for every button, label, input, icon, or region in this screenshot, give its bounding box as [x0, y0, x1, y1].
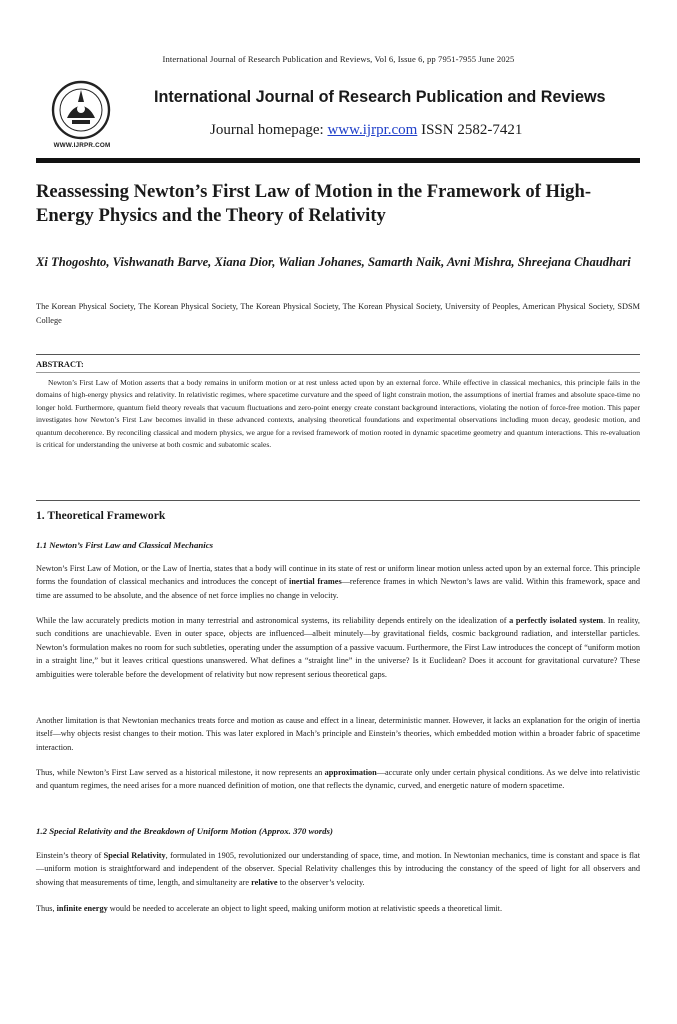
issn-text: ISSN 2582-7421 — [417, 122, 523, 138]
journal-homepage-line — [210, 122, 522, 139]
journal-name: International Journal of Research Publication and Reviews — [154, 88, 606, 106]
section-heading-theoretical-framework: 1. Theoretical Framework — [36, 509, 166, 522]
paragraph-1-1-d: Thus, while Newton’s First Law served as a historical milestone, it now represents an approximation—accurate only under certain physical conditions. As we delve into relativistic and quantum regimes, the need arises for a more nuanced definition of motion, one that reflects the dynamic, curved, and energetic nature of modern spacetime. — [36, 768, 641, 791]
subsection-heading-1-1: 1.1 Newton’s First Law and Classical Mechanics — [36, 540, 214, 550]
abstract-top-rule — [36, 354, 640, 355]
paragraph-1-2-b: Thus, infinite energy would be needed to accelerate an object to light speed, making uniform motion at relativistic speeds a theoretical limit. — [36, 904, 503, 913]
bold-term: Special Relativity — [103, 851, 166, 860]
subsection-heading-1-2: 1.2 Special Relativity and the Breakdown of Uniform Motion (Approx. 370 words) — [36, 826, 333, 836]
homepage-label: Journal homepage: — [210, 122, 328, 138]
author-list: Xi Thogoshto, Vishwanath Barve, Xiana Dior, Walian Johanes, Samarth Naik, Avni Mishra, Shreejana Chaudhari — [36, 255, 631, 269]
journal-masthead — [36, 74, 640, 156]
bold-term: a perfectly isolated system — [509, 616, 604, 625]
homepage-link[interactable]: www.ijrpr.com — [327, 122, 418, 138]
journal-logo-icon — [50, 80, 112, 140]
bold-term: relative — [251, 877, 278, 887]
bold-term: inertial frames — [289, 577, 342, 587]
abstract-heading-rule — [36, 372, 640, 373]
paragraph-1-1-a: Newton’s First Law of Motion, or the Law of Inertia, states that a body will continue in its state of rest or uniform linear motion unless acted upon by an external force. This principle forms the foundation of classical mechanics and introduces the concept of inertial frames—reference frames in which Newton’s laws are valid. Within this framework, space and time are assumed to be absolute, and the absence of net force implies no change in velocity. — [36, 564, 640, 600]
journal-logo — [36, 78, 128, 156]
masthead-rule — [36, 158, 640, 163]
running-head: International Journal of Research Publication and Reviews, Vol 6, Issue 6, pp 7951-7955 June 2025 — [162, 54, 515, 64]
abstract-bottom-rule — [36, 500, 640, 501]
paragraph-1-1-c: Another limitation is that Newtonian mechanics treats force and motion as cause and effect in a linear, deterministic manner. However, it lacks an explanation for the origin of inertia itself—why objects resist changes to their motion. This was later explored in Mach’s principle and Einstein’s theories, which embedded motion within a broader fabric of spacetime interaction. — [36, 716, 640, 752]
paper-title: Reassessing Newton’s First Law of Motion in the Framework of High-Energy Physics and the Theory of Relativity — [36, 181, 592, 226]
bold-term: infinite energy — [56, 904, 108, 913]
paragraph-1-2-a: Einstein’s theory of Special Relativity, formulated in 1905, revolutionized our understanding of space, time, and motion. In Newtonian mechanics, time is constant and space is flat—uniform motion is straightforward and independent of the observer. Special Relativity challenges this by introducing the constancy of the speed of light for all observers and showing that measurements of time, length, and simultaneity are relative to the observer’s velocity. — [36, 851, 641, 887]
bold-term: approximation — [324, 768, 377, 777]
abstract-text: Newton’s First Law of Motion asserts that a body remains in uniform motion or at rest unless acted upon by an external force. While effective in classical mechanics, this principle fails in the domains of high-energy physics and relativity. In relativistic regimes, where spacetime curvature and the speed of light constrain motion, the assumptions of inertial frames and absolute space-time no longer hold. Furthermore, quantum field theory reveals that vacuum fluctuations and zero-point energy create constant background interactions, violating the notion of force-free motion. This paper investigates how Newton’s First Law becomes invalid in these advanced contexts, analysing theoretical foundations and experimental observations including muon decay, geodesic motion, and quantum decoherence. By reconciling classical and modern physics, we argue for a revised framework of motion rooted in dynamic spacetime geometry and quantum interactions. This re-evaluation is critical for understanding the universe at both cosmic and subatomic scales. — [36, 378, 640, 450]
paragraph-1-1-b: While the law accurately predicts motion in many terrestrial and astronomical systems, its reliability depends entirely on the idealization of a perfectly isolated system. In reality, such conditions are unachievable. Even in outer space, objects are influenced—albeit minutely—by gravitational fields, cosmic background radiation, and interstellar particles. Newton’s formulation makes no room for such subtleties, operating under the assumption of a passive vacuum. Furthermore, the First Law introduces the concept of “uniform motion in a straight line,” but it leaves critical questions unanswered. What defines a “straight line” in the universe? Is it Euclidean? Does it account for gravitational curvature? These ambiguities were tolerable before the development of relativity but now represent serious theoretical gaps. — [36, 616, 640, 679]
affiliations: The Korean Physical Society, The Korean Physical Society, The Korean Physical Society, The Korean Physical Society, University of Peoples, American Physical Society, SDSM College — [36, 302, 640, 325]
logo-caption: WWW.IJRPR.COM — [53, 142, 111, 149]
abstract-heading: ABSTRACT: — [36, 360, 84, 369]
